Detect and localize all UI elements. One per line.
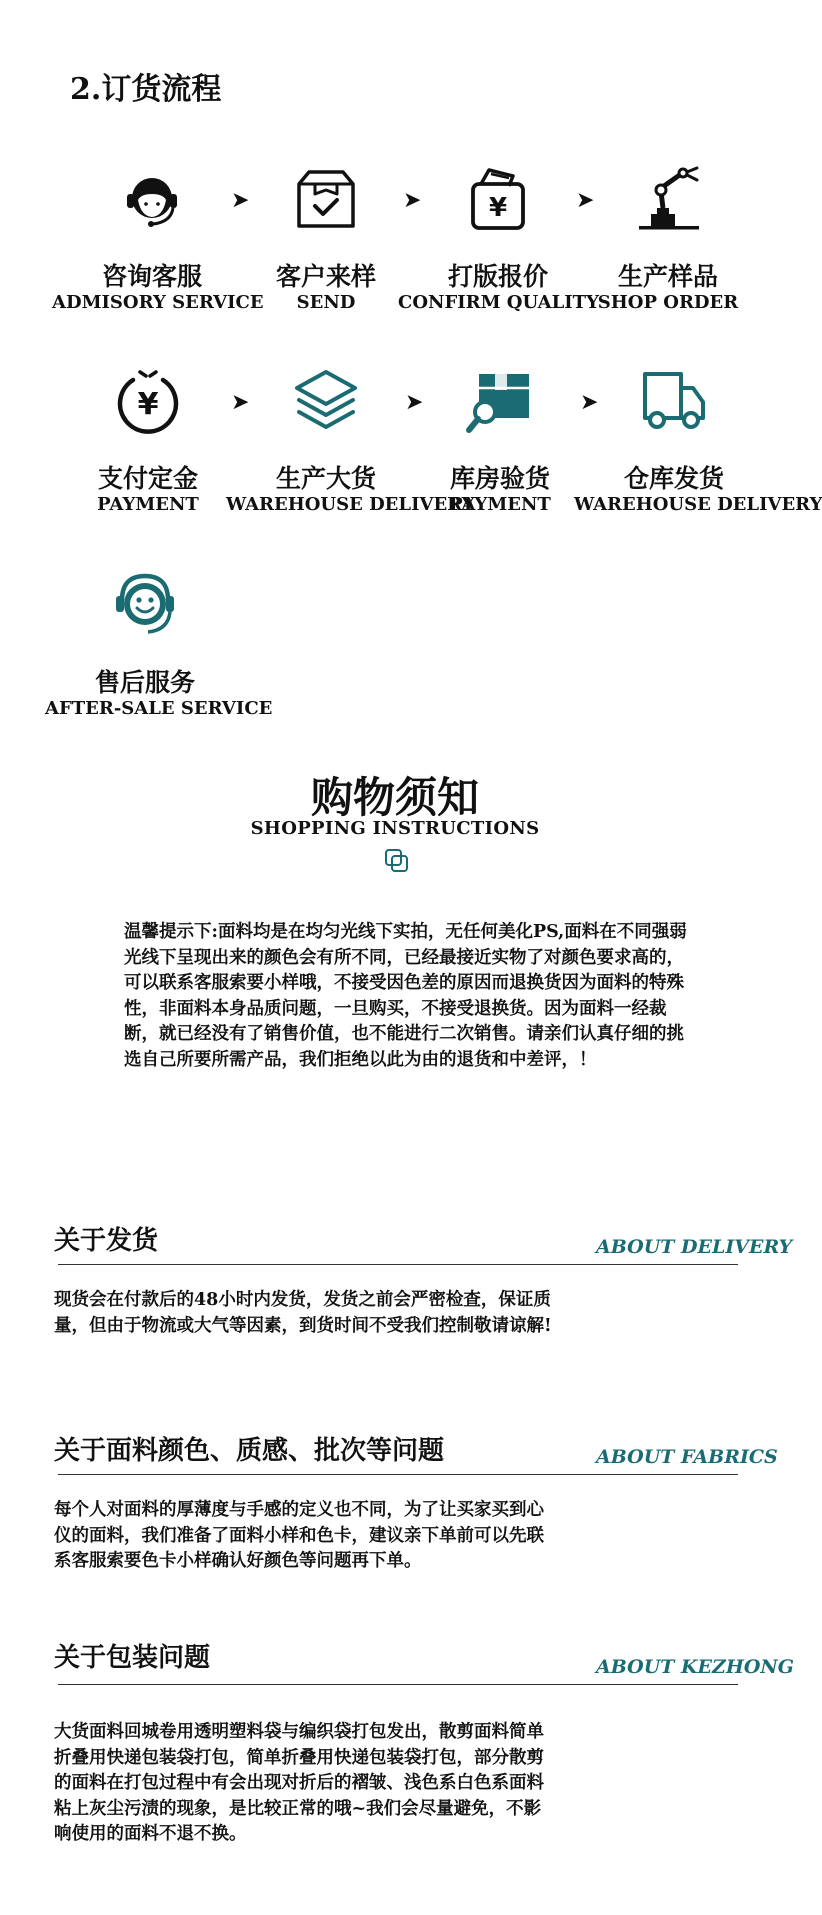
step-sample [226,164,426,314]
box-check-icon [291,164,361,234]
step-label-cn: 生产大货 [275,464,376,493]
step-label-en: CONFIRM QUALITY [398,292,599,313]
step-production-sample [568,164,768,314]
delivery-section-en: ABOUT DELIVERY [596,1236,793,1258]
step-label-cn: 售后服务 [94,668,195,697]
delivery-section-body: 现货会在付款后的48小时内发货，发货之前会严密检查，保证质量，但由于物流或大气等因素，到货时间不受我们控制敬请谅解! [54,1290,552,1336]
step-label-cn: 支付定金 [97,464,198,493]
step-label-en: WAREHOUSE DELIVERY [226,494,475,515]
headset-agent-icon [117,164,187,234]
box-search-icon [465,366,535,436]
step-inspection [400,366,600,516]
step-after-sale [45,570,273,720]
yuan-wallet-icon [463,164,533,234]
packaging-section-body: 大货面料回城卷用透明塑料袋与编织袋打包发出，散剪面料简单折叠用快递包装袋打包，简单折叠用快递包装袋打包，部分散剪的面料在打包过程中有会出现对折后的褶皱、浅色系白色系面料粘上灰尘污渍的现象，是比较正常的哦~我们会尽量避免，不影响使用的面料不退不换。 [54,1722,544,1845]
fabrics-section-body: 每个人对面料的厚薄度与手感的定义也不同，为了让买家买到心仪的面料，我们准备了面料小样和色卡，建议亲下单前可以先联系客服索要色卡小样确认好颜色等问题再下单。 [54,1500,544,1572]
overlap-squares-icon [384,848,410,874]
fabrics-section-en: ABOUT FABRICS [596,1446,778,1468]
svg-text:¥: ¥ [137,387,159,422]
order-process-title: 2.订货流程 [70,72,222,107]
yuan-coin-icon [113,366,183,436]
shopping-instructions-subtitle: SHOPPING INSTRUCTIONS [250,818,540,839]
layers-icon [291,366,361,436]
fabrics-section-title: 关于面料颜色、质感、批次等问题 [54,1436,445,1466]
flow-arrow: ➤ [576,188,595,213]
flow-arrow: ➤ [580,390,599,415]
step-label-cn: 仓库发货 [623,464,724,493]
step-deposit [48,366,248,516]
packaging-section-en: ABOUT KEZHONG [596,1656,794,1678]
step-label-cn: 打版报价 [447,262,548,291]
section-divider [58,1264,738,1265]
flow-arrow: ➤ [231,390,250,415]
shopping-notice-text: 温馨提示下:面料均是在均匀光线下实拍，无任何美化PS,面料在不同强弱光线下呈现出来的颜色会有所不同，已经最接近实物了对颜色要求高的，可以联系客服索要小样哦，不接受因色差的原因而退换货因为面料的特殊性，非面料本身品质问题，一旦购买，不接受退换货。因为面料一经裁断，就已经没有了销售价值，也不能进行二次销售。请亲们认真仔细的挑选自己所要所需产品，我们拒绝以此为由的退货和中差评，！ [124,922,687,1070]
packaging-section-title: 关于包装问题 [54,1643,211,1673]
step-label-en: ADMISORY SERVICE [52,292,264,313]
step-label-en: PAYMENT [449,494,551,515]
step-label-en: SEND [296,292,356,313]
section-divider [58,1684,738,1685]
step-label-cn: 库房验货 [449,464,550,493]
flow-arrow: ➤ [403,188,422,213]
step-label-cn: 咨询客服 [101,262,202,291]
step-label-en: SHOP ORDER [597,292,739,313]
step-label-en: AFTER-SALE SERVICE [45,698,273,719]
step-label-cn: 客户来样 [275,262,376,291]
flow-arrow: ➤ [405,390,424,415]
step-consult [52,164,264,314]
step-label-en: PAYMENT [97,494,199,515]
robot-arm-icon [633,164,703,234]
delivery-section-title: 关于发货 [54,1226,159,1256]
delivery-truck-icon [639,366,709,436]
step-mass-production [226,366,475,516]
step-label-cn: 生产样品 [617,262,718,291]
step-shipping [574,366,822,516]
section-divider [58,1474,738,1475]
svg-text:¥: ¥ [488,193,508,223]
smiley-headset-icon [110,570,180,640]
step-label-en: WAREHOUSE DELIVERY [574,494,822,515]
flow-arrow: ➤ [231,188,250,213]
shopping-instructions-title: 购物须知 [310,773,479,822]
